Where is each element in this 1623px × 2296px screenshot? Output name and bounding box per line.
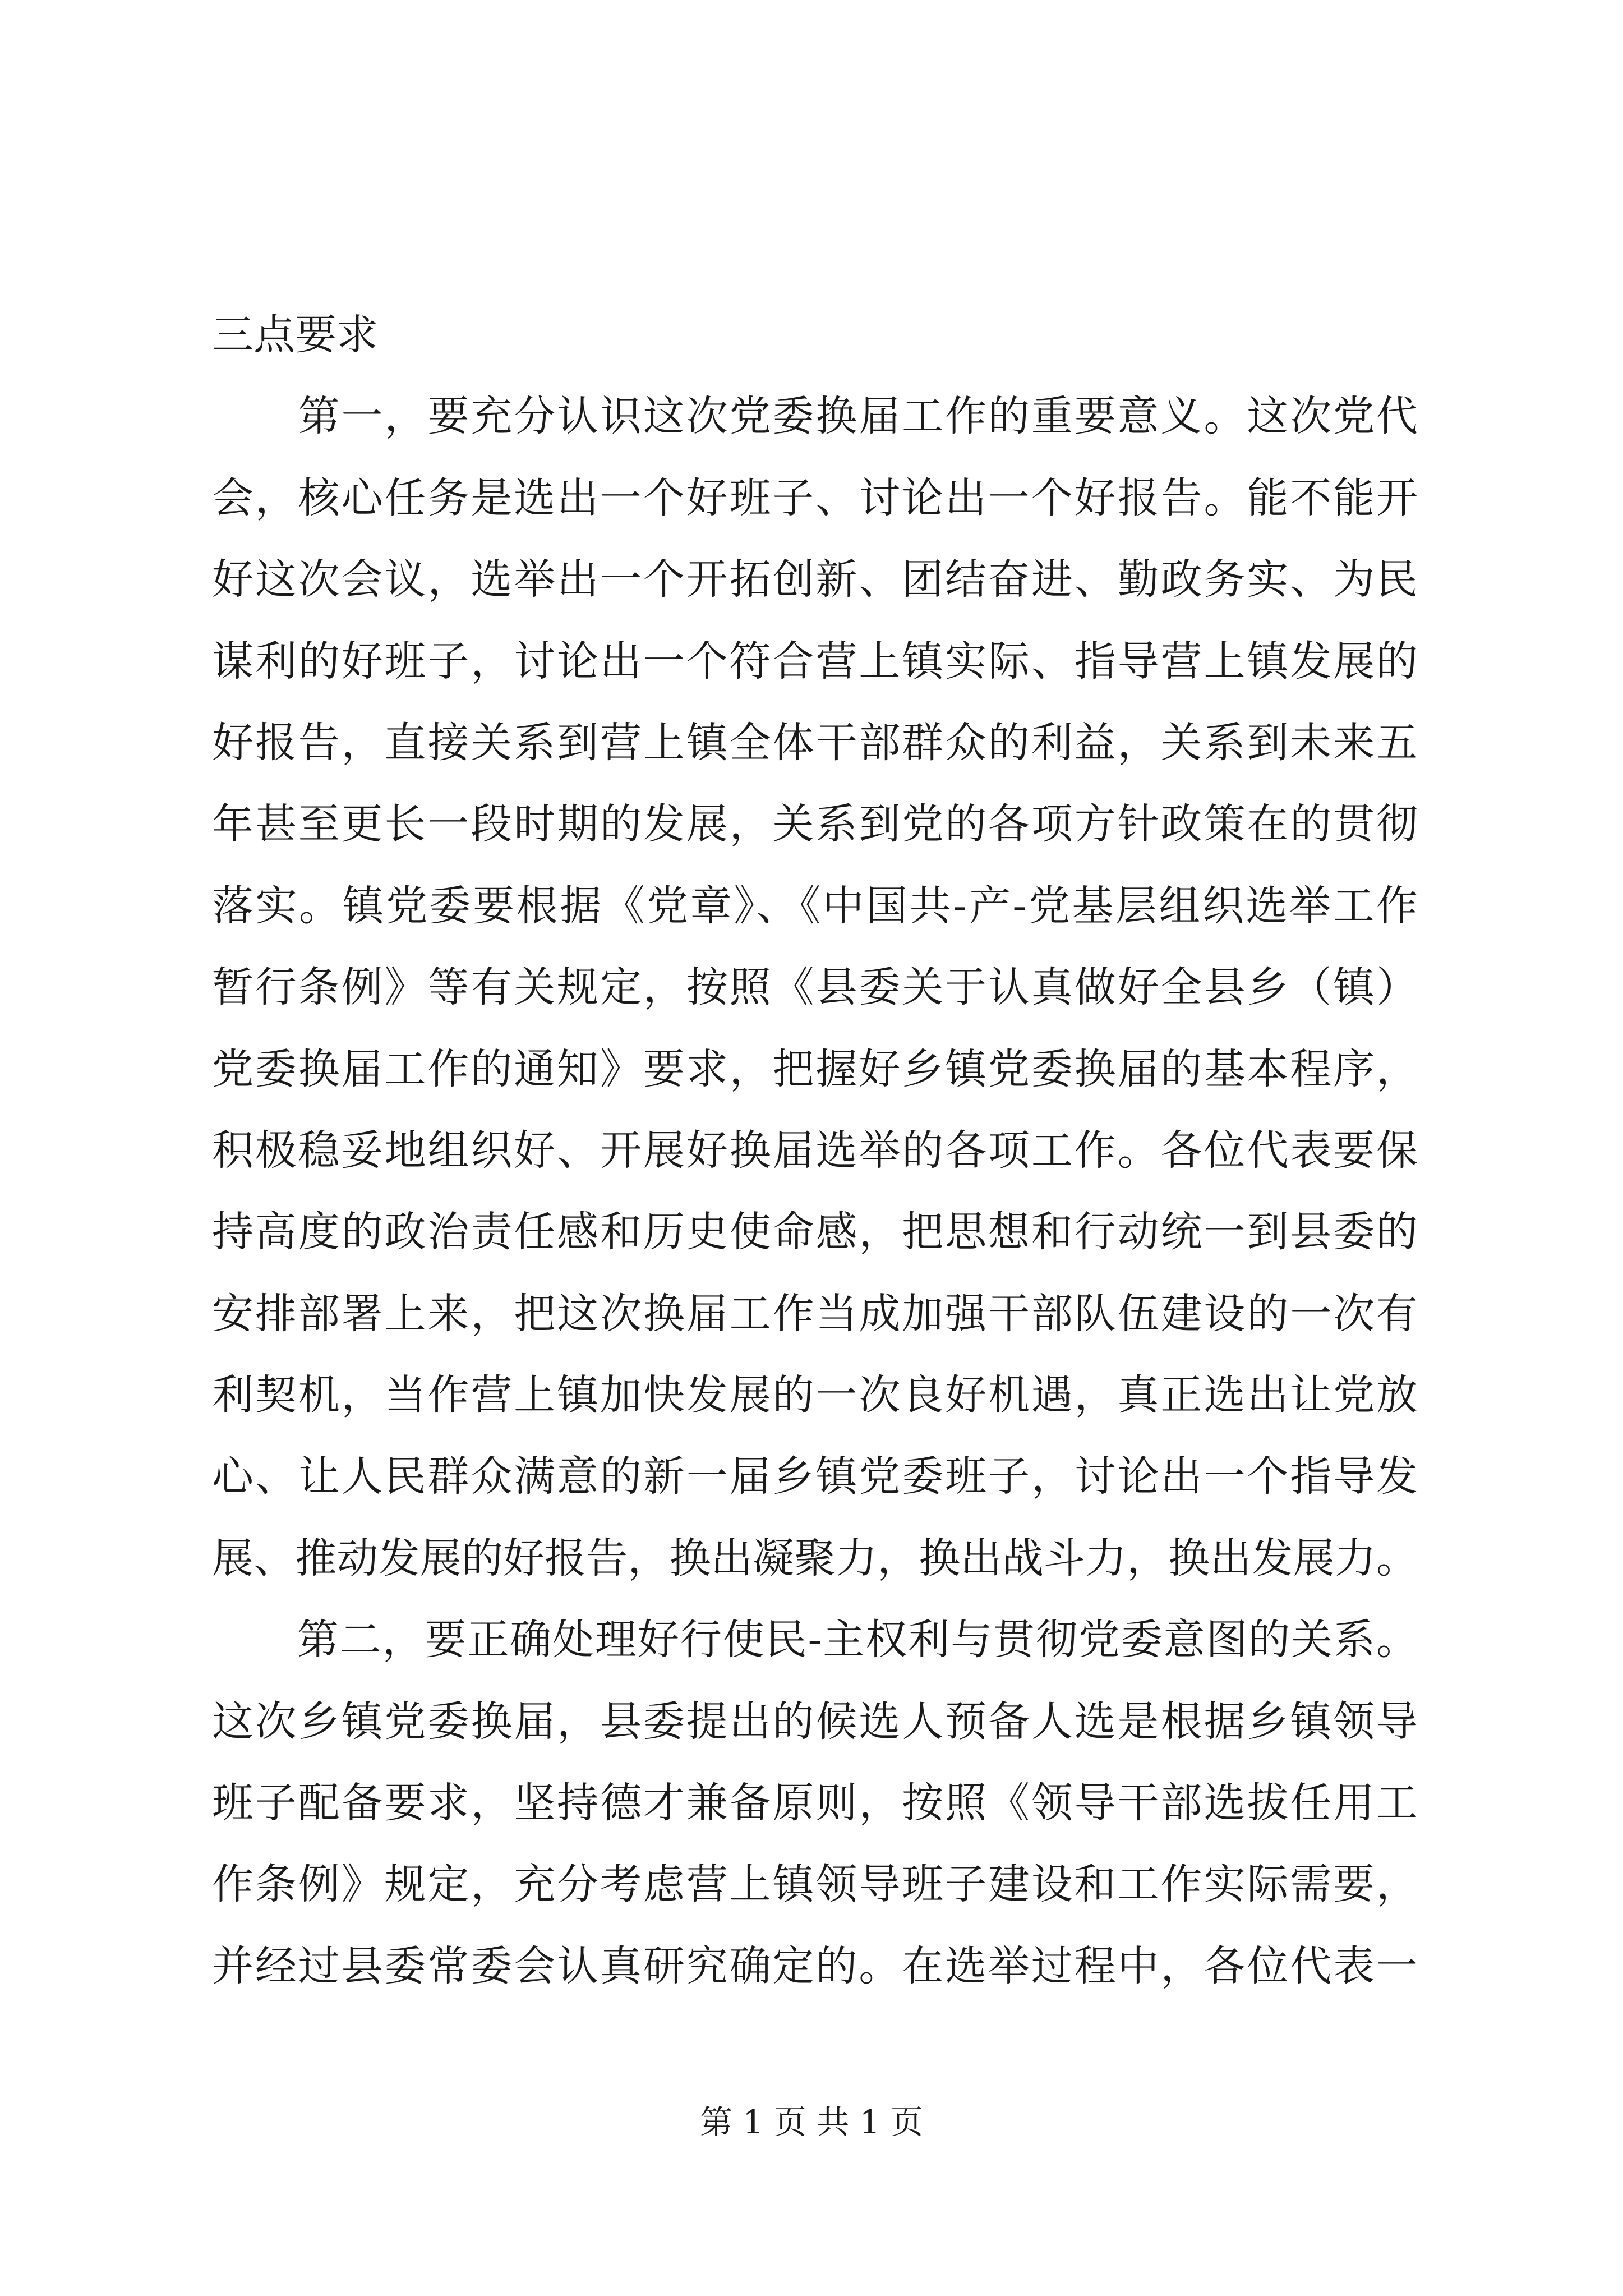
page-footer: 第 1 页 共 1 页: [700, 2103, 923, 2141]
paragraph-line: 展、推动发展的好报告，换出凝聚力，换出战斗力，换出发展力。: [212, 1534, 1418, 1582]
paragraph-line: 利契机，当作营上镇加快发展的一次良好机遇，真正选出让党放: [212, 1371, 1418, 1420]
paragraph-line: 第一，要充分认识这次党委换届工作的重要意义。这次党代: [212, 392, 1418, 441]
paragraph-line: 落实。镇党委要根据《党章》、《中国共-产-党基层组织选举工作: [212, 881, 1418, 930]
document-body: [212, 295, 1418, 2007]
paragraph-line: 班子配备要求，坚持德才兼备原则，按照《领导干部选拔任用工: [212, 1779, 1418, 1828]
paragraph-line: 作条例》规定，充分考虑营上镇领导班子建设和工作实际需要，: [212, 1860, 1418, 1909]
paragraph-line: 安排部署上来，把这次换届工作当成加强干部队伍建设的一次有: [212, 1289, 1418, 1338]
paragraph-line: 年甚至更长一段时期的发展，关系到党的各项方针政策在的贯彻: [212, 800, 1418, 849]
paragraph-line: 并经过县委常委会认真研究确定的。在选举过程中，各位代表一: [212, 1941, 1418, 1990]
paragraph-line: 谋利的好班子，讨论出一个符合营上镇实际、指导营上镇发展的: [212, 637, 1418, 685]
paragraph-line: 第二，要正确处理好行使民-主权利与贯彻党委意图的关系。: [212, 1616, 1418, 1664]
paragraph-line: 党委换届工作的通知》要求，把握好乡镇党委换届的基本程序，: [212, 1045, 1418, 1093]
paragraph-line: 持高度的政治责任感和历史使命感，把思想和行动统一到县委的: [212, 1208, 1418, 1257]
paragraph-line: 会，核心任务是选出一个好班子、讨论出一个好报告。能不能开: [212, 473, 1418, 522]
paragraph-line: 好这次会议，选举出一个开拓创新、团结奋进、勤政务实、为民: [212, 555, 1418, 604]
paragraph-line: 好报告，直接关系到营上镇全体干部群众的利益，关系到未来五: [212, 718, 1418, 767]
paragraph-line: 这次乡镇党委换届，县委提出的候选人预备人选是根据乡镇领导: [212, 1697, 1418, 1746]
paragraph-line: 心、让人民群众满意的新一届乡镇党委班子，讨论出一个指导发: [212, 1452, 1418, 1501]
paragraph-line: 积极稳妥地组织好、开展好换届选举的各项工作。各位代表要保: [212, 1126, 1418, 1175]
paragraph-line: 暂行条例》等有关规定，按照《县委关于认真做好全县乡（镇）: [212, 963, 1418, 1012]
section-heading: 三点要求: [212, 311, 378, 359]
